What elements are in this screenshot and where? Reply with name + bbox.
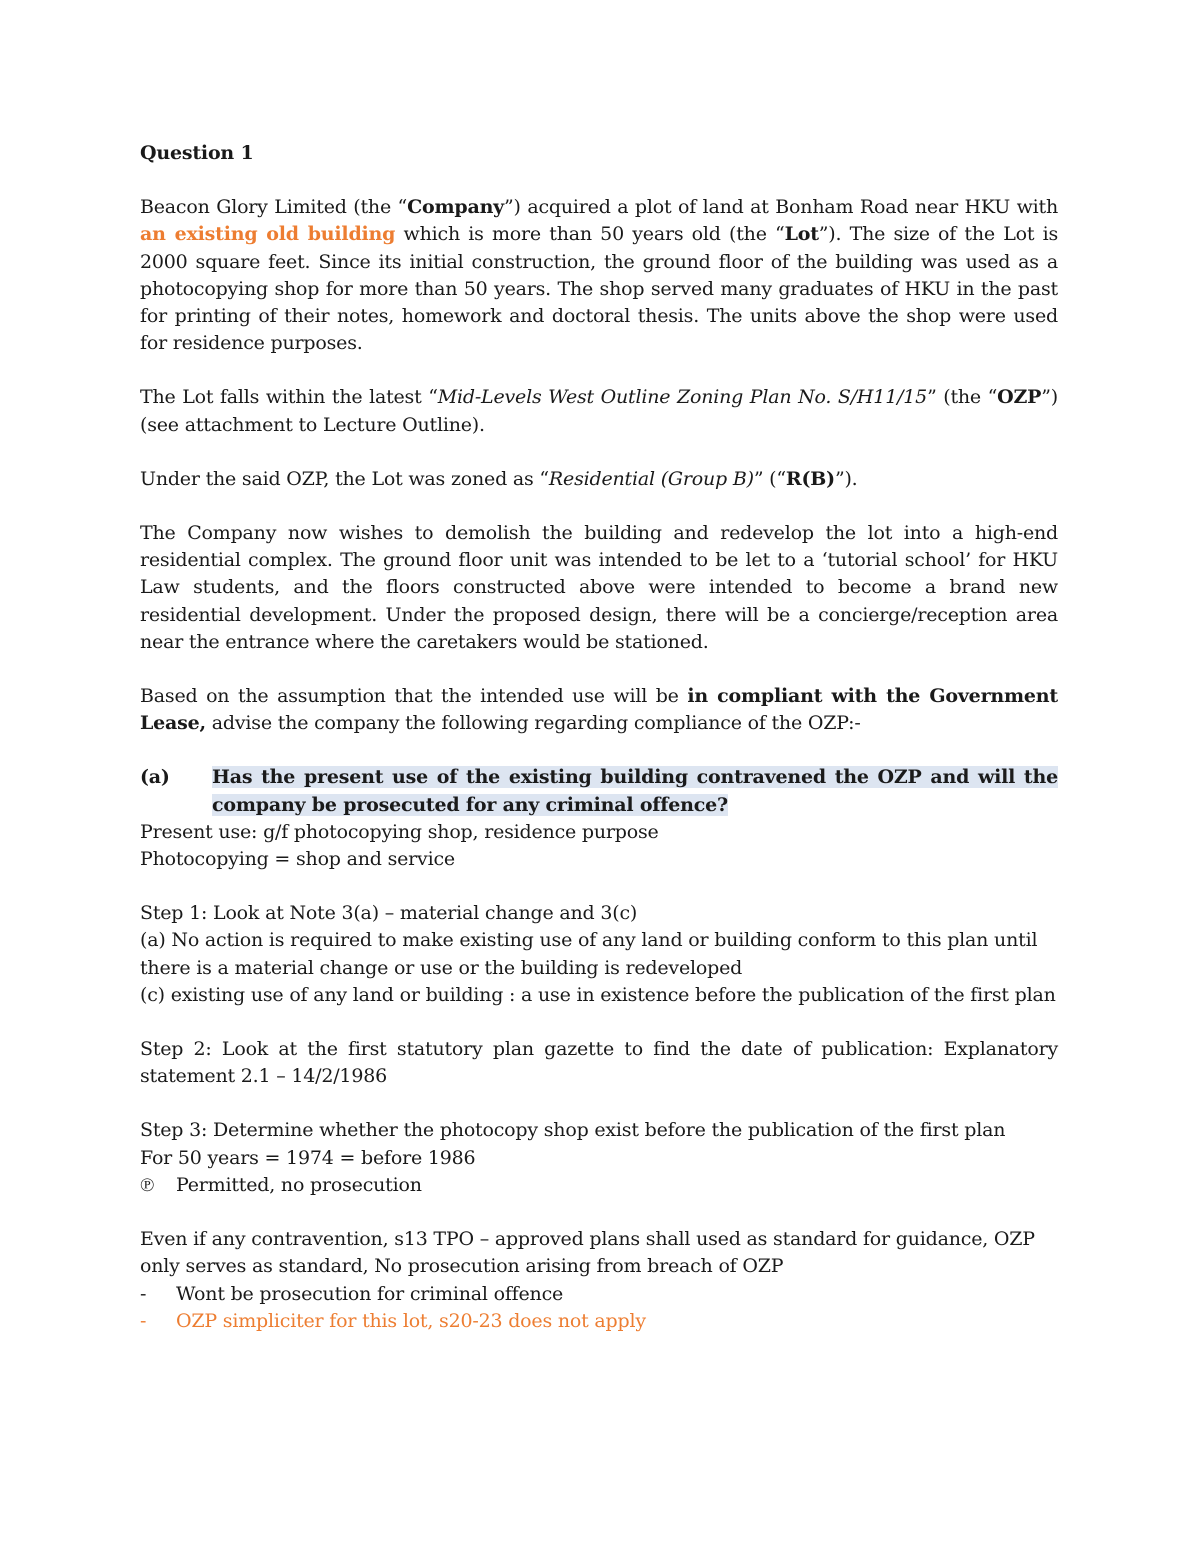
step3-result-line [140,1172,1058,1199]
ozp-term: OZP [997,386,1042,409]
step1-a-line: (a) No action is required to make existing use of any land or building conform to this plan until there is a material change or use or the building is redeveloped [140,929,1038,979]
photocopying-line: Photocopying = shop and service [140,848,455,871]
step1-c-line: (c) existing use of any land or building : a use in existence before the publication of the first plan [140,983,1056,1006]
zoning-paragraph [140,466,1058,493]
zone-abbr: R(B) [785,467,835,490]
company-term: Company [407,196,505,219]
ozp-paragraph [140,384,1058,438]
existing-building-highlight: an existing old building [140,223,396,246]
bullet-text-1: Wont be prosecution for criminal offence [176,1282,564,1305]
intro-text-4: ”). The size of the Lot is 2000 square feet. Since its initial construction, the ground floor of the building was used as a photocopying shop for more than 50 years. The shop served many graduates of HKU in the past for printing of their notes, homework and doctoral thesis. The units above the shop were used for residence purposes. [140,223,1059,355]
intro-text-1: Beacon Glory Limited (the “ [140,196,408,219]
plan-name: Mid-Levels West Outline Zoning Plan No. S/H11/15 [437,386,928,409]
bullet-dash-2: - [140,1309,147,1332]
bullet-item-1 [140,1281,1058,1308]
question-a [140,764,1058,818]
document-page [140,140,1058,1335]
ozp-text-1: The Lot falls within the latest “ [140,386,438,409]
question-a-text-block [212,764,1058,818]
present-use-line: Present use: g/f photocopying shop, residence purpose [140,820,659,843]
assumption-bold: in compliant with the Government Lease, [140,685,1058,735]
step3-years-line: For 50 years = 1974 = before 1986 [140,1146,476,1169]
step2-line: Step 2: Look at the first statutory plan gazette to find the date of publication: Explanatory statement 2.1 – 14/2/1986 [140,1038,1058,1088]
question-a-label: (a) [140,766,170,789]
zone-name: Residential (Group B) [548,467,754,490]
ozp-text-2: ” (the “ [927,386,998,409]
assumption-text-2: advise the company the following regarding compliance of the OZP:- [205,712,861,735]
phonogram-icon: ℗ [140,1173,155,1196]
bullet-dash-1: - [140,1282,147,1305]
intro-paragraph [140,194,1058,357]
question-a-text: Has the present use of the existing building contravened the OZP and will the company be prosecuted for any criminal offence? [212,766,1058,816]
ozp-text-3: ”) (see attachment to Lecture Outline). [140,386,1058,436]
zoning-text-3: ”). [834,467,858,490]
zoning-text-2: ” (“ [753,467,786,490]
assumption-text-1: Based on the assumption that the intended use will be [140,685,688,708]
intro-text-2: ”) acquired a plot of land at Bonham Road near HKU with [504,196,1058,219]
question-title: Question 1 [140,142,254,164]
intro-text-3: which is more than 50 years old (the “ [395,223,785,246]
step1-line: Step 1: Look at Note 3(a) – material change and 3(c) [140,902,638,925]
redevelop-paragraph: The Company now wishes to demolish the building and redevelop the lot into a high-end residential complex. The ground floor unit was intended to be let to a ‘tutorial school’ for HKU Law students, and the floors constructed above were intended to become a brand new residential development. Under the proposed design, there will be a concierge/reception area near the entrance where the caretakers would be stationed. [140,522,1058,653]
step3-result-text: Permitted, no prosecution [176,1173,422,1196]
zoning-text-1: Under the said OZP, the Lot was zoned as “ [140,467,549,490]
bullet-text-2: OZP simpliciter for this lot, s20-23 does not apply [176,1309,646,1332]
assumption-paragraph [140,683,1058,737]
even-if-paragraph: Even if any contravention, s13 TPO – approved plans shall used as standard for guidance, OZP only serves as standard, No prosecution arising from breach of OZP [140,1228,1035,1278]
lot-term: Lot [784,223,819,246]
step3-line: Step 3: Determine whether the photocopy shop exist before the publication of the first plan [140,1119,1006,1142]
bullet-item-2 [140,1308,1058,1335]
